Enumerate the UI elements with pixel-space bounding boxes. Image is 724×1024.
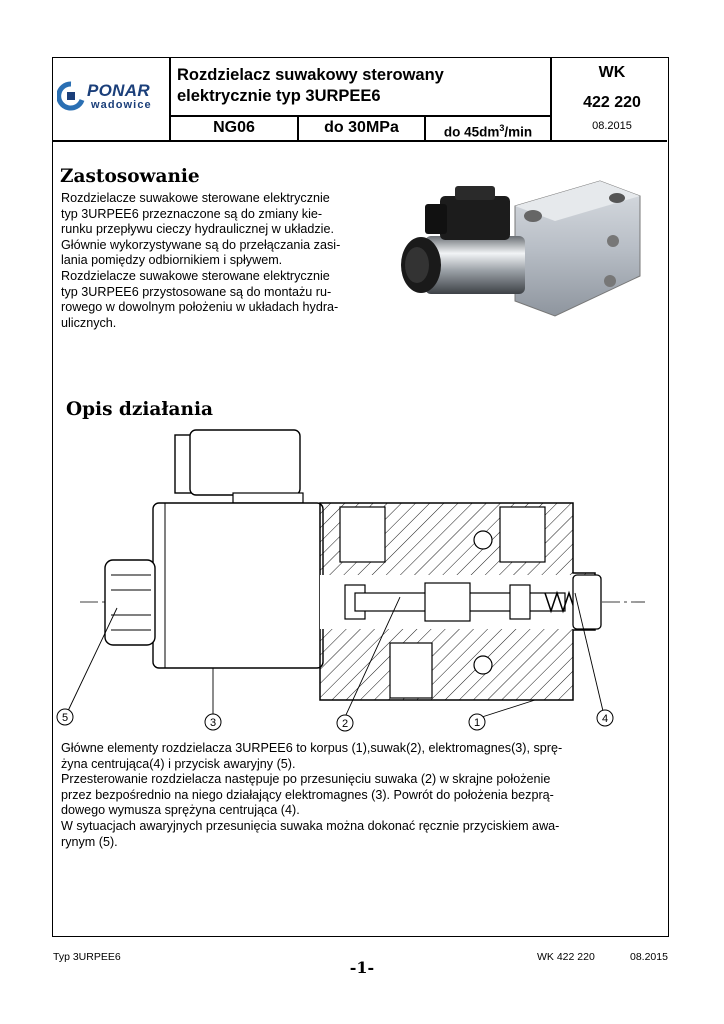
port-p — [390, 643, 432, 698]
solenoid-coil — [153, 503, 323, 668]
leader-5 — [67, 608, 117, 713]
text-line: Przesterowanie rozdzielacza następuje po przesunięciu suwaka (2) w skrajne położenie — [61, 772, 551, 787]
text-line: typ 3URPEE6 przystosowane są do montażu ru- — [61, 284, 332, 299]
heading-opis-dzialania: Opis działania — [66, 399, 213, 420]
size-cell: NG06 — [213, 119, 255, 136]
text-line: dowego wymusza sprężyna centrująca (4). — [61, 803, 300, 818]
footer-code: WK 422 220 — [537, 951, 595, 963]
flow-sup: 3 — [499, 123, 505, 133]
callout-3-label: 3 — [209, 717, 217, 729]
description-text — [61, 741, 661, 850]
flow-prefix: do 45dm — [443, 124, 500, 140]
text-line: W sytuacjach awaryjnych przesunięcia suwaka można dokonać ręcznie przyciskiem awa- — [61, 818, 560, 833]
spool-land — [510, 585, 530, 619]
ponar-logo-mark — [57, 80, 87, 114]
footer-type: Typ 3URPEE6 — [53, 951, 121, 963]
connector-plug — [440, 196, 510, 240]
connector-screw — [175, 435, 191, 493]
header-date: 08.2015 — [592, 120, 632, 132]
port-hole — [607, 235, 619, 247]
leader-1 — [482, 700, 535, 717]
text-line: Rozdzielacze suwakowe sterowane elektrycznie — [61, 191, 330, 205]
header-bottom-rule — [53, 140, 667, 142]
wk-label: WK — [598, 64, 626, 81]
callout-4-label: 4 — [601, 713, 609, 725]
doc-title-line2: elektrycznie typ 3URPEE6 — [177, 87, 381, 105]
callout-2-label: 2 — [341, 718, 349, 730]
flow-suffix: /min — [504, 124, 533, 140]
text-line: rynym (5). — [61, 834, 118, 849]
footer-date: 08.2015 — [630, 951, 668, 963]
ponar-logo — [57, 80, 169, 114]
text-line: ulicznych. — [61, 315, 117, 330]
text-line: przez bezpośrednio na niego działający elektromagnes (3). Powrót do położenia bezprą- — [61, 787, 554, 802]
text-line: Główne elementy rozdzielacza 3URPEE6 to korpus (1),suwak(2), elektromagnes(3), sprę- — [61, 741, 563, 755]
connector-base — [233, 493, 303, 503]
text-line: Rozdzielacze suwakowe sterowane elektrycznie — [61, 268, 330, 283]
text-line: lania pomiędzy odbiornikiem i spływem. — [61, 253, 283, 268]
text-line: rowego w dowolnym położeniu w układach hydra- — [61, 300, 339, 315]
flow-cell — [426, 116, 550, 140]
heading-zastosowanie: Zastosowanie — [60, 166, 200, 187]
connector-gland — [425, 204, 447, 234]
mount-hole — [474, 531, 492, 549]
port-a — [340, 507, 385, 562]
connector-housing — [190, 430, 300, 495]
spool-land-center — [425, 583, 470, 621]
text-line: runku przepływu cieczy hydraulicznej w układzie. — [61, 222, 334, 237]
logo-brand: PONAR — [87, 81, 150, 100]
connector-top — [455, 186, 495, 200]
valve-product-photo — [395, 176, 650, 326]
page-number: -1- — [349, 958, 375, 977]
text-line: żyna centrująca(4) i przycisk awaryjny (5). — [61, 756, 296, 771]
doc-title — [177, 65, 552, 107]
port-hole — [604, 275, 616, 287]
logo-sub: wadowice — [91, 99, 152, 111]
header-block — [53, 58, 667, 141]
mount-hole — [474, 656, 492, 674]
doc-title-line1: Rozdzielacz suwakowy sterowany — [177, 66, 444, 84]
valve-cross-section-drawing — [55, 425, 667, 740]
port-hole — [524, 210, 542, 222]
text-line: Głównie wykorzystywane są do przełączania zasi- — [61, 237, 341, 252]
port-hole — [609, 193, 625, 203]
text-line: typ 3URPEE6 przeznaczone są do zmiany kie- — [61, 206, 323, 221]
pressure-cell: do 30MPa — [324, 119, 399, 136]
application-text — [61, 191, 391, 331]
manual-button-nut — [105, 560, 155, 645]
port-b — [500, 507, 545, 562]
manual-button — [405, 247, 429, 283]
callout-1-label: 1 — [473, 717, 481, 729]
callout-5-label: 5 — [61, 712, 69, 724]
wk-number: 422 220 — [583, 94, 641, 111]
